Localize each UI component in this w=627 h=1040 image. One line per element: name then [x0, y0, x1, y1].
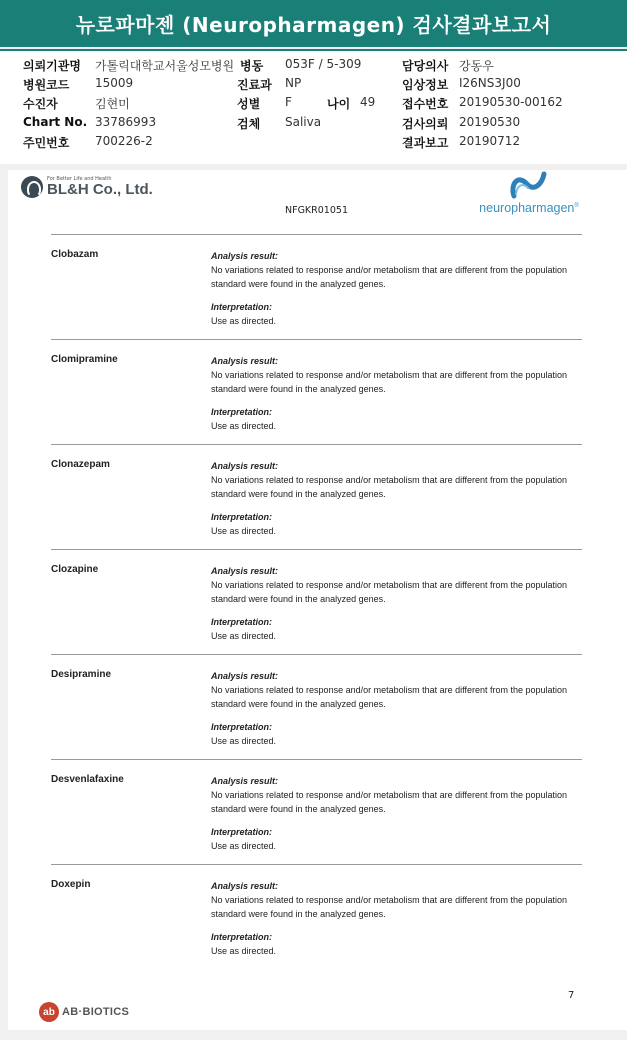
interpretation-text: Use as directed.: [211, 841, 277, 851]
neuropharmagen-logo-icon: [508, 170, 550, 200]
drug-name: Desvenlafaxine: [51, 774, 124, 785]
blh-logo: [21, 176, 153, 198]
request-date-value: 20190530: [459, 115, 521, 129]
analysis-result-heading: Analysis result:: [211, 776, 279, 786]
analysis-result-heading: Analysis result:: [211, 566, 279, 576]
page-number: 7: [568, 990, 575, 1001]
neuropharmagen-logo: [464, 170, 594, 215]
resident-no-value: 700226-2: [95, 134, 153, 148]
interpretation-heading: Interpretation:: [211, 302, 273, 312]
request-date-label: 검사의뢰: [402, 117, 449, 131]
patient-value: 김현미: [95, 97, 130, 111]
chart-no-value: 33786993: [95, 115, 157, 129]
ward-value: 053F / 5-309: [285, 57, 362, 71]
drug-result-block: [211, 774, 581, 853]
sex-value: F: [285, 95, 292, 109]
drug-result-block: [211, 669, 581, 748]
interpretation-text: Use as directed.: [211, 946, 277, 956]
blh-name: BL&H Co., Ltd.: [47, 181, 153, 198]
interpretation-text: Use as directed.: [211, 736, 277, 746]
analysis-result-heading: Analysis result:: [211, 251, 279, 261]
interpretation-text: Use as directed.: [211, 316, 277, 326]
analysis-result-text: No variations related to response and/or metabolism that are different from the population standard were found in the analyzed genes.: [211, 475, 568, 499]
analysis-result-heading: Analysis result:: [211, 671, 279, 681]
department-label: 진료과: [237, 78, 272, 92]
drug-entry: [51, 549, 582, 654]
drug-result-block: [211, 249, 581, 328]
clinical-info-value: I26NS3J00: [459, 76, 521, 90]
drug-name: Desipramine: [51, 669, 112, 680]
drug-result-block: [211, 564, 581, 643]
analysis-result-heading: Analysis result:: [211, 461, 279, 471]
blh-logo-icon: [21, 176, 43, 198]
analysis-result-heading: Analysis result:: [211, 356, 279, 366]
drug-name: Doxepin: [51, 879, 91, 890]
drug-entry: [51, 339, 582, 444]
analysis-result-text: No variations related to response and/or metabolism that are different from the population standard were found in the analyzed genes.: [211, 580, 568, 604]
hospital-code-value: 15009: [95, 76, 134, 90]
report-date-value: 20190712: [459, 134, 521, 148]
registered-mark: ®: [574, 202, 579, 209]
drug-result-block: [211, 354, 581, 433]
specimen-label: 검체: [237, 117, 261, 131]
patient-label: 수진자: [23, 97, 58, 111]
report-date-label: 결과보고: [402, 136, 449, 150]
receipt-no-value: 20190530-00162: [459, 95, 563, 109]
blh-tagline: For Better Life and Health: [47, 176, 112, 182]
drug-entry: [51, 444, 582, 549]
hospital-code-label: 병원코드: [23, 78, 70, 92]
neuropharmagen-name: neuropharmagen: [479, 201, 575, 215]
drug-name: Clonazepam: [51, 459, 110, 470]
interpretation-heading: Interpretation:: [211, 512, 273, 522]
drug-entry: [51, 759, 582, 864]
analysis-result-text: No variations related to response and/or metabolism that are different from the population standard were found in the analyzed genes.: [211, 265, 568, 289]
specimen-value: Saliva: [285, 115, 322, 129]
report-title: 뉴로파마젠 (Neuropharmagen) 검사결과보고서: [75, 13, 552, 37]
interpretation-heading: Interpretation:: [211, 722, 273, 732]
analysis-result-text: No variations related to response and/or metabolism that are different from the population standard were found in the analyzed genes.: [211, 895, 568, 919]
institution-value: 가톨릭대학교서울성모병원: [95, 59, 235, 73]
doctor-label: 담당의사: [402, 59, 449, 73]
institution-label: 의뢰기관명: [23, 59, 81, 73]
interpretation-heading: Interpretation:: [211, 932, 273, 942]
ab-biotics-logo-icon: ab: [39, 1002, 59, 1022]
ward-label: 병동: [240, 59, 264, 73]
report-page: [8, 170, 627, 1030]
resident-no-label: 주민번호: [23, 136, 70, 150]
department-value: NP: [285, 76, 302, 90]
clinical-info-label: 임상정보: [402, 78, 449, 92]
ab-biotics-logo: [39, 1002, 129, 1022]
interpretation-text: Use as directed.: [211, 526, 277, 536]
drug-entry: [51, 234, 582, 339]
document-code: NFGKR01051: [285, 205, 348, 216]
age-label: 나이: [327, 97, 351, 111]
interpretation-text: Use as directed.: [211, 421, 277, 431]
drug-entry: [51, 654, 582, 759]
interpretation-heading: Interpretation:: [211, 407, 273, 417]
analysis-result-heading: Analysis result:: [211, 881, 279, 891]
doctor-value: 강동우: [459, 59, 494, 73]
drug-name: Clomipramine: [51, 354, 118, 365]
sex-label: 성별: [237, 97, 261, 111]
drug-entries: [51, 234, 582, 969]
analysis-result-text: No variations related to response and/or metabolism that are different from the population standard were found in the analyzed genes.: [211, 790, 568, 814]
patient-info-panel: [0, 51, 627, 164]
interpretation-heading: Interpretation:: [211, 827, 273, 837]
age-value: 49: [360, 95, 376, 109]
drug-name: Clobazam: [51, 249, 99, 260]
receipt-no-label: 접수번호: [402, 97, 449, 111]
drug-result-block: [211, 879, 581, 958]
chart-no-label: Chart No.: [23, 115, 88, 129]
ab-biotics-name: AB·BIOTICS: [62, 1006, 130, 1018]
report-title-banner: [0, 0, 627, 47]
interpretation-heading: Interpretation:: [211, 617, 273, 627]
drug-name: Clozapine: [51, 564, 99, 575]
analysis-result-text: No variations related to response and/or metabolism that are different from the population standard were found in the analyzed genes.: [211, 685, 568, 709]
drug-result-block: [211, 459, 581, 538]
drug-entry: [51, 864, 582, 969]
analysis-result-text: No variations related to response and/or metabolism that are different from the population standard were found in the analyzed genes.: [211, 370, 568, 394]
interpretation-text: Use as directed.: [211, 631, 277, 641]
